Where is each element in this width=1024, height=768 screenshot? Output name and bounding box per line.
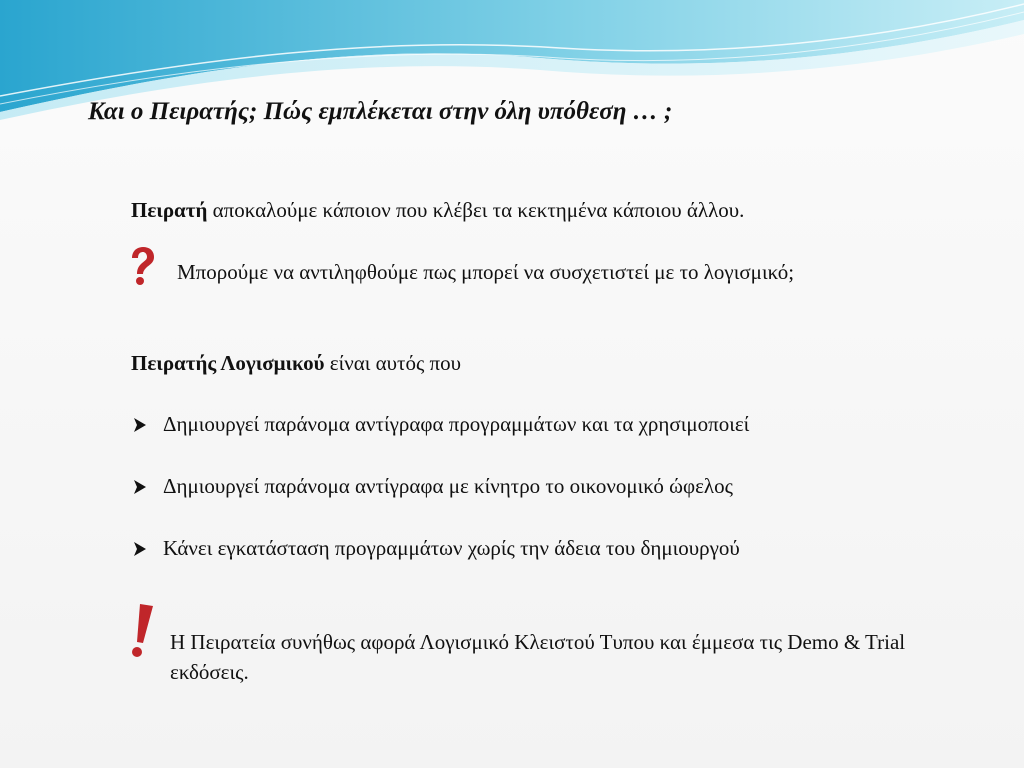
bullet-text: Δημιουργεί παράνομα αντίγραφα με κίνητρο το οικονομικό ώφελος <box>163 474 733 498</box>
note-text: Η Πειρατεία συνήθως αφορά Λογισμικό Κλειστού Τυπου και έμμεσα τις Demo & Trial εκδόσεις. <box>170 630 906 684</box>
arrow-bullet-icon <box>133 479 147 495</box>
software-pirate-line <box>131 350 461 376</box>
list-item <box>133 411 749 437</box>
arrow-bullet-icon <box>133 417 147 433</box>
definition-term: Πειρατή <box>131 198 208 222</box>
definition-line <box>131 197 744 223</box>
definition-text: αποκαλούμε κάποιον που κλέβει τα κεκτημένα κάποιου άλλου. <box>207 198 745 222</box>
bullet-text: Κάνει εγκατάσταση προγραμμάτων χωρίς την άδεια του δημιουργού <box>163 536 740 560</box>
bullet-text: Δημιουργεί παράνομα αντίγραφα προγραμμάτων και τα χρησιμοποιεί <box>163 412 750 436</box>
slide-title: Και ο Πειρατής; Πώς εμπλέκεται στην όλη υπόθεση … ; <box>88 98 673 125</box>
software-pirate-text: είναι αυτός που <box>324 351 462 375</box>
arrow-bullet-icon <box>133 541 147 557</box>
exclamation-mark-icon <box>126 603 156 659</box>
question-mark-icon <box>127 246 157 286</box>
list-item <box>133 473 733 499</box>
software-pirate-term: Πειρατής Λογισμικού <box>131 351 325 375</box>
list-item <box>133 535 740 561</box>
question-text: Μπορούμε να αντιληφθούμε πως μπορεί να συσχετιστεί με το λογισμικό; <box>177 260 795 284</box>
